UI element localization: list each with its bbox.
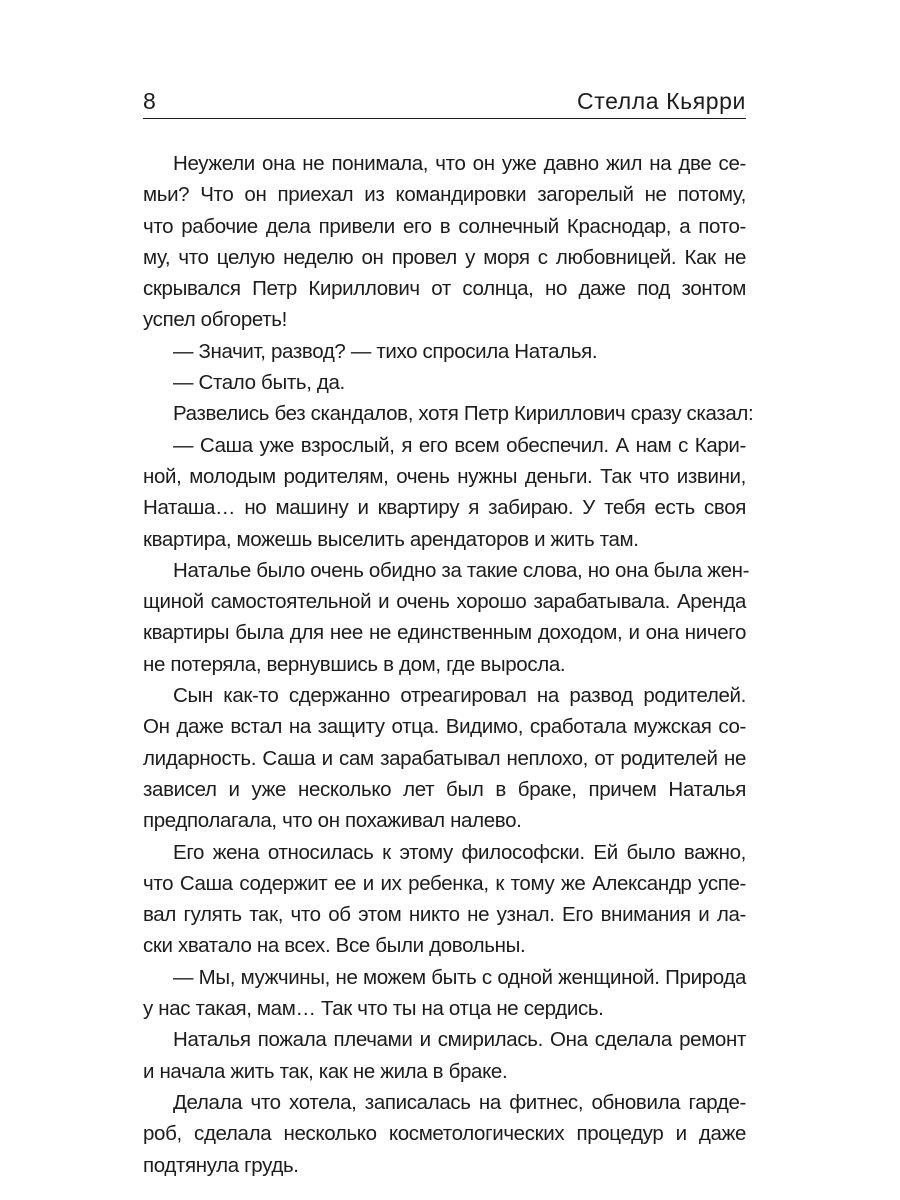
- text-line: роб, сделала несколько косметологических процедур и даже: [143, 1122, 746, 1146]
- paragraph-first-line: Его жена относилась к этому философски. Ей было важно,: [173, 840, 746, 864]
- text-line: ски хватало на всех. Все были довольны.: [143, 934, 526, 958]
- paragraph-first-line: — Стало быть, да.: [173, 371, 345, 395]
- author-name: Стелла Кьярри: [576, 88, 746, 114]
- paragraph-first-line: — Мы, мужчины, не можем быть с одной женщиной. Природа: [173, 965, 746, 989]
- paragraph-first-line: Делала что хотела, записалась на фитнес, обновила гарде-: [173, 1090, 746, 1114]
- text-line: зависел и уже несколько лет был в браке, причем Наталья: [143, 777, 746, 801]
- paragraph-first-line: — Значит, развод? — тихо спросила Наталья.: [173, 339, 598, 363]
- text-line: подтянула грудь.: [143, 1153, 299, 1177]
- text-line: Наташа… но машину и квартиру я забираю. У тебя есть своя: [143, 496, 746, 520]
- text-line: предполагала, что он похаживал налево.: [143, 809, 522, 833]
- page-number: 8: [143, 88, 157, 114]
- text-line: что рабочие дела привели его в солнечный Краснодар, а пото-: [143, 214, 746, 238]
- body-text: [143, 148, 754, 1181]
- text-line: и начала жить так, как не жила в браке.: [143, 1059, 508, 1083]
- text-line: не потеряла, вернувшись в дом, где выросла.: [143, 652, 566, 676]
- paragraph-first-line: Сын как-то сдержанно отреагировал на развод родителей.: [173, 684, 746, 708]
- text-line: мьи? Что он приехал из командировки загорелый не потому,: [143, 183, 746, 207]
- text-line: квартиры была для нее не единственным доходом, и она ничего: [143, 621, 746, 645]
- paragraph-first-line: Развелись без скандалов, хотя Петр Кириллович сразу сказал:: [173, 402, 754, 426]
- text-line: ной, молодым родителям, очень нужны деньги. Так что извини,: [143, 464, 746, 488]
- paragraph-first-line: Наталье было очень обидно за такие слова, но она была жен-: [173, 558, 750, 582]
- text-line: у нас такая, мам… Так что ты на отца не сердись.: [143, 997, 604, 1021]
- text-line: лидарность. Саша и сам зарабатывал неплохо, от родителей не: [143, 746, 746, 770]
- text-line: успел обгореть!: [143, 308, 287, 332]
- paragraph-first-line: Неужели она не понимала, что он уже давно жил на две се-: [173, 152, 746, 175]
- text-line: вал гулять так, что об этом никто не узнал. Его внимания и ла-: [143, 903, 746, 927]
- running-header: [143, 84, 746, 119]
- text-line: щиной самостоятельной и очень хорошо зарабатывала. Аренда: [143, 590, 746, 614]
- text-line: скрывался Петр Кириллович от солнца, но даже под зонтом: [143, 277, 746, 301]
- text-line: квартира, можешь выселить арендаторов и жить там.: [143, 527, 639, 551]
- paragraph-first-line: — Саша уже взрослый, я его всем обеспечил. А нам с Кари-: [173, 433, 746, 457]
- paragraph-first-line: Наталья пожала плечами и смирилась. Она сделала ремонт: [173, 1028, 746, 1052]
- text-line: му, что целую неделю он провел у моря с любовницей. Как не: [143, 245, 746, 269]
- text-line: Он даже встал на защиту отца. Видимо, сработала мужская со-: [143, 715, 746, 739]
- text-line: что Саша содержит ее и их ребенка, к тому же Александр успе-: [143, 871, 746, 895]
